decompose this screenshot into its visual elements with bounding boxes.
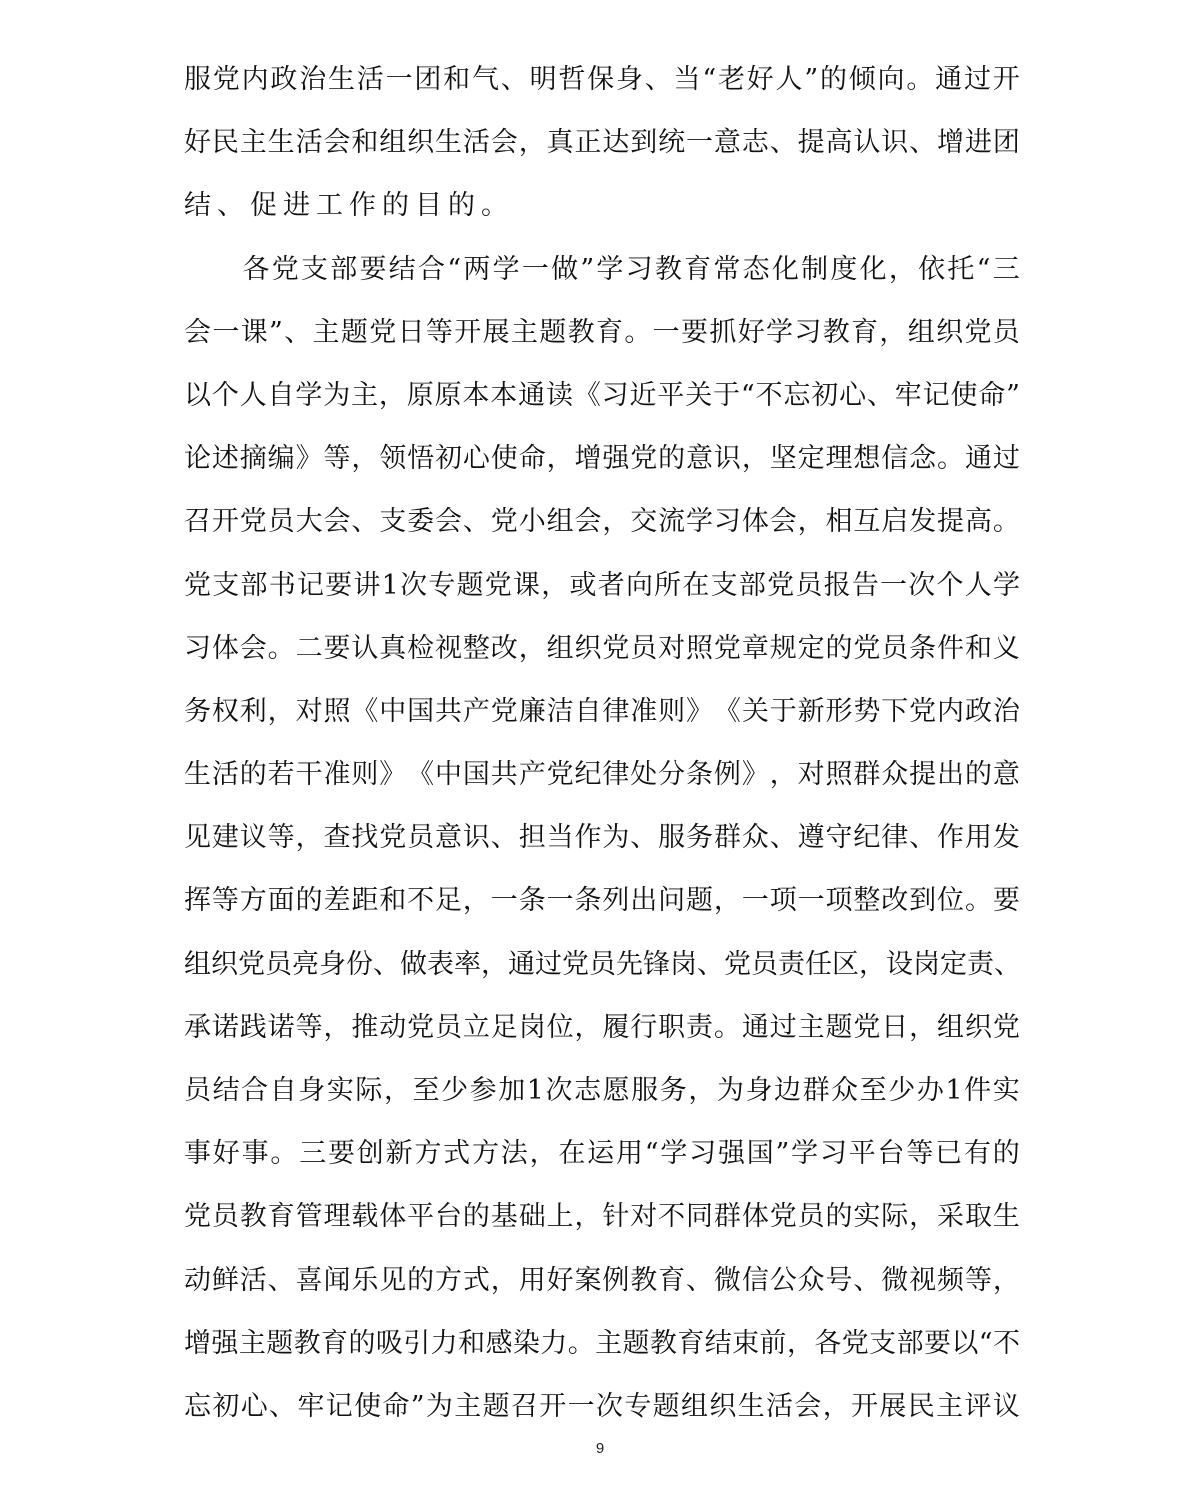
text-line: 动 鲜 活 、 喜 闻 乐 见 的 方 式 ， 用 好 案 例 教 育 、 微 信 公 众 号 、 微 视 频 等 ， [184, 1264, 1020, 1296]
text-line: 党 支 部 书 记 要 讲 1 次 专 题 党 课 ， 或 者 向 所 在 支 部 党 员 报 告 一 次 个 人 学 [184, 569, 1020, 601]
text-line: 务 权 利 ， 对 照 《 中 国 共 产 党 廉 洁 自 律 准 则 》 《 关 于 新 形 势 下 党 内 政 治 [184, 695, 1020, 727]
text-line: 事 好 事 。 三 要 创 新 方 式 方 法 ， 在 运 用 “ 学 习 强 国 ” 学 习 平 台 等 已 有 的 [184, 1138, 1020, 1170]
text-line: 见 建 议 等 ， 查 找 党 员 意 识 、 担 当 作 为 、 服 务 群 众 、 遵 守 纪 律 、 作 用 发 [184, 822, 1020, 854]
text-line: 挥 等 方 面 的 差 距 和 不 足 ， 一 条 一 条 列 出 问 题 ， 一 项 一 项 整 改 到 位 。 要 [184, 885, 1020, 917]
text-line: 服 党 内 政 治 生 活 一 团 和 气 、 明 哲 保 身 、 当 “ 老 好 人 ” 的 倾 向 。 通 过 开 [184, 64, 1020, 95]
text-line: 论 述 摘 编 》 等 ， 领 悟 初 心 使 命 ， 增 强 党 的 意 识 ， 坚 定 理 想 信 念 。 通 过 [184, 443, 1020, 475]
text-line: 生 活 的 若 干 准 则 》 《 中 国 共 产 党 纪 律 处 分 条 例 》 ， 对 照 群 众 提 出 的 意 [184, 759, 1020, 791]
text-line: 结 、 促 进 工 作 的 目 的 。 [184, 190, 508, 222]
page-number: 9 [595, 1440, 605, 1457]
text-line: 党 员 教 育 管 理 载 体 平 台 的 基 础 上 ， 针 对 不 同 群 体 党 员 的 实 际 ， 采 取 生 [184, 1201, 1020, 1233]
text-line: 增 强 主 题 教 育 的 吸 引 力 和 感 染 力 。 主 题 教 育 结 束 前 ， 各 党 支 部 要 以 “ 不 [184, 1327, 1020, 1359]
text-line: 忘 初 心 、 牢 记 使 命 ” 为 主 题 召 开 一 次 专 题 组 织 生 活 会 ， 开 展 民 主 评 议 [184, 1390, 1020, 1422]
text-line: 好 民 主 生 活 会 和 组 织 生 活 会 ， 真 正 达 到 统 一 意 志 、 提 高 认 识 、 增 进 团 [184, 127, 1020, 159]
body-text [184, 48, 1020, 1438]
text-line: 习 体 会 。 二 要 认 真 检 视 整 改 ， 组 织 党 员 对 照 党 章 规 定 的 党 员 条 件 和 义 [184, 632, 1020, 664]
text-line: 承 诺 践 诺 等 ， 推 动 党 员 立 足 岗 位 ， 履 行 职 责 。 通 过 主 题 党 日 ， 组 织 党 [184, 1011, 1020, 1043]
text-line: 会 一 课 ” 、 主 题 党 日 等 开 展 主 题 教 育 。 一 要 抓 好 学 习 教 育 ， 组 织 党 员 [184, 316, 1020, 348]
text-line: 以 个 人 自 学 为 主 ， 原 原 本 本 通 读 《 习 近 平 关 于 “ 不 忘 初 心 、 牢 记 使 命 ” [184, 379, 1020, 411]
text-line: 各 党 支 部 要 结 合 “ 两 学 一 做 ” 学 习 教 育 常 态 化 制 度 化 ， 依 托 “ 三 [242, 253, 1020, 285]
text-line: 员 结 合 自 身 实 际 ， 至 少 参 加 1 次 志 愿 服 务 ， 为 身 边 群 众 至 少 办 1 件 实 [184, 1075, 1020, 1106]
text-line: 组 织 党 员 亮 身 份 、 做 表 率 ， 通 过 党 员 先 锋 岗 、 党 员 责 任 区 ， 设 岗 定 责 、 [184, 948, 1021, 980]
text-line: 召 开 党 员 大 会 、 支 委 会 、 党 小 组 会 ， 交 流 学 习 体 会 ， 相 互 启 发 提 高 。 [184, 506, 1020, 538]
